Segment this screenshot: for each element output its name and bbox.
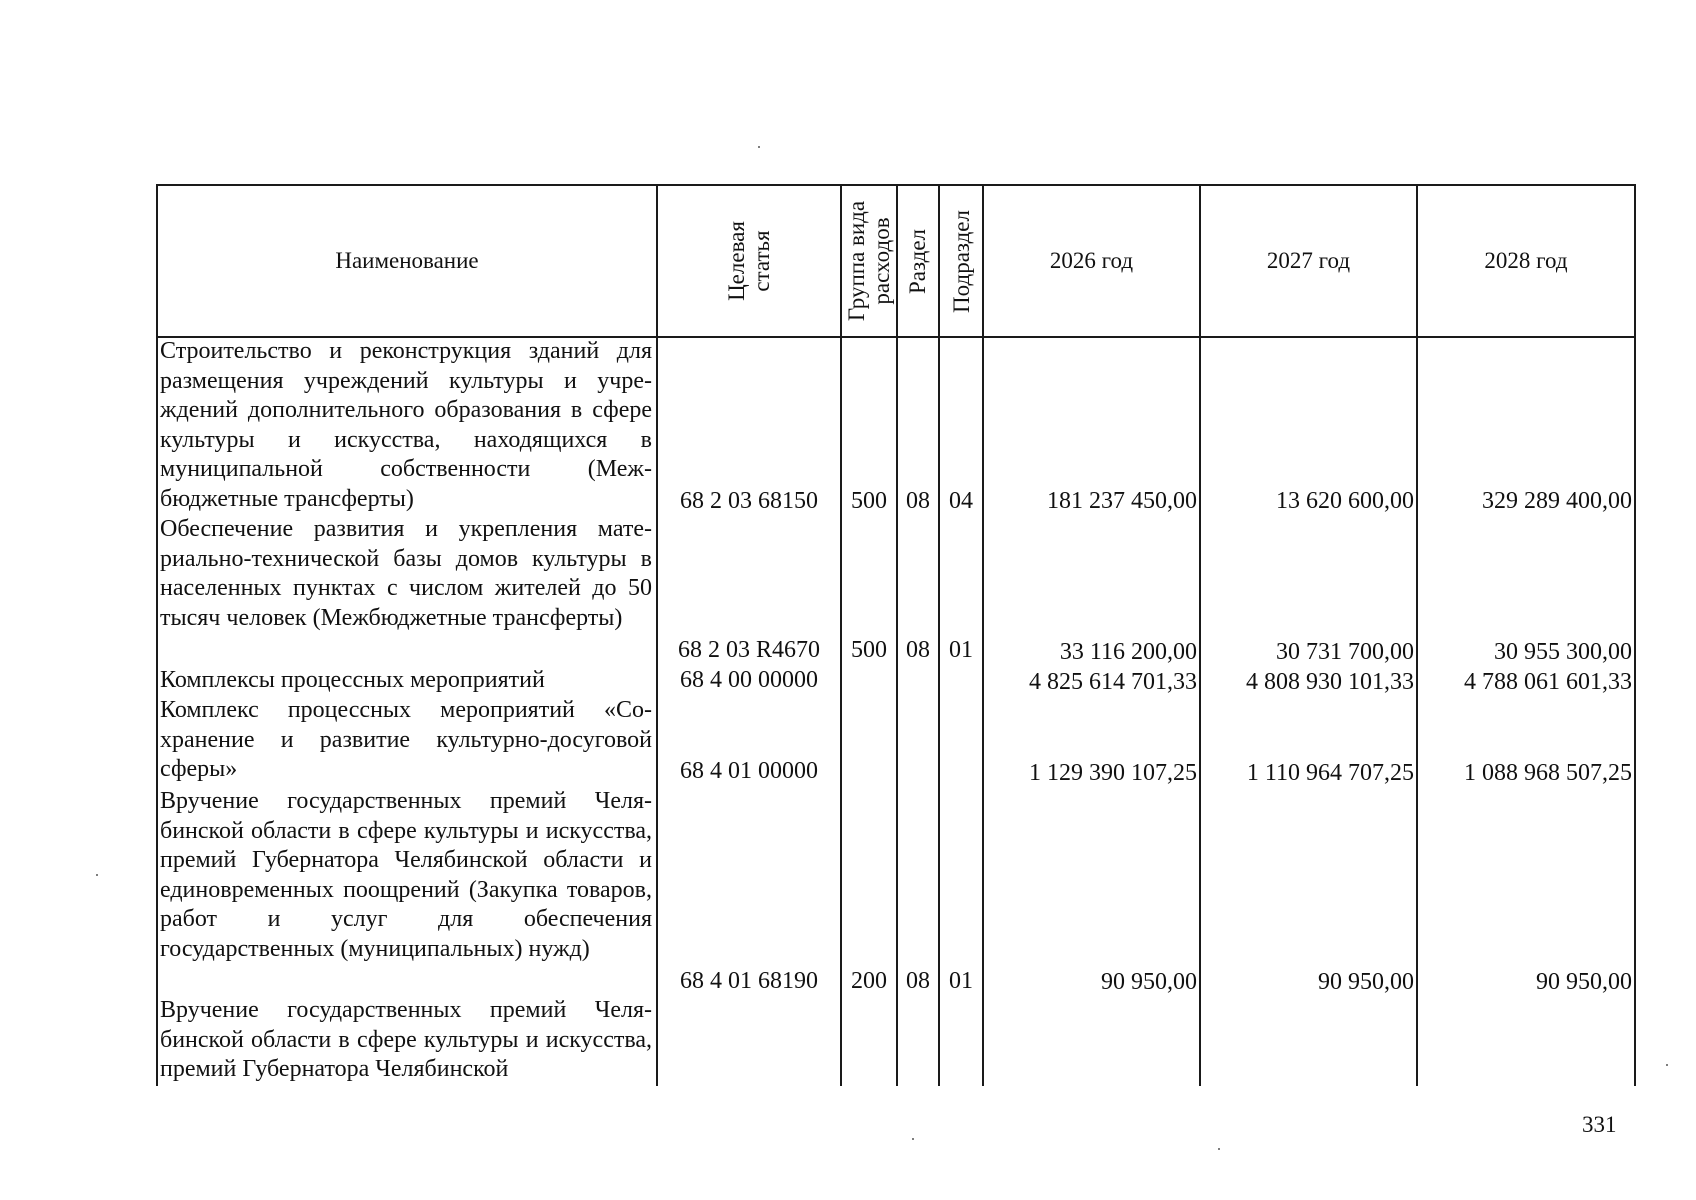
row-5-section: 08 (906, 968, 930, 994)
row-2-section: 08 (906, 637, 930, 663)
row-5-group: 200 (851, 968, 887, 994)
header-year-2028 (1418, 186, 1634, 336)
row-4-code: 68 4 01 00000 (680, 758, 818, 784)
header-section-text: Раздел (905, 228, 931, 294)
row-1-section: 08 (906, 488, 930, 514)
scan-speck (758, 146, 760, 148)
header-expense-group-text: Группа вида расходов (844, 200, 895, 322)
header-expense-group (842, 186, 896, 336)
row-1-code: 68 2 03 68150 (680, 488, 818, 514)
row-5-2026: 90 950,00 (1101, 969, 1197, 995)
row-5-2027: 90 950,00 (1318, 969, 1414, 995)
row-2-2026: 33 116 200,00 (1059, 639, 1197, 665)
page-number: 331 (1582, 1112, 1617, 1137)
row-2-group: 500 (851, 637, 887, 663)
column-divider (1634, 184, 1636, 1086)
header-target-item (658, 186, 840, 336)
row-5-subsection: 01 (949, 968, 973, 994)
row-2-2027: 30 731 700,00 (1276, 639, 1414, 665)
header-name-text: Наименование (335, 248, 479, 273)
row-3-name: Комплексы процессных мероприятий (160, 667, 545, 693)
header-year-2027-text: 2027 год (1266, 248, 1351, 273)
header-subsection-text: Подраздел (948, 209, 974, 313)
row-3-code: 68 4 00 00000 (680, 667, 818, 693)
row-2-code: 68 2 03 R4670 (677, 637, 820, 663)
row-4-2026: 1 129 390 107,25 (1029, 760, 1197, 786)
row-3-2028: 4 788 061 601,33 (1464, 669, 1632, 695)
row-3-2026: 4 825 614 701,33 (1029, 669, 1197, 695)
row-2-2028: 30 955 300,00 (1494, 639, 1632, 665)
row-4-2027: 1 110 964 707,25 (1246, 760, 1414, 786)
header-year-2026 (984, 186, 1199, 336)
row-5-name: Вручение государственных премий Челябинской области в сфере культуры и искусства, премий Губернатора Челябинской области и единовременных поощрений (Закупка товаров, работ и услуг для обеспечения государственных (муниципальных) нужд) (160, 788, 652, 962)
row-1-name: Строительство и реконструкция зданий для размещения учреждений культуры и учреждений дополнительного образования в сфере культуры и искусства, находящихся в муниципальной собственности (Межбюджетные трансферты) (160, 338, 652, 512)
header-year-2026-text: 2026 год (1049, 248, 1134, 273)
row-1-subsection: 04 (949, 488, 973, 514)
header-subsection (940, 186, 982, 336)
row-4-name: Комплекс процессных мероприятий «Сохранение и развитие культурно-досуговой сферы» (160, 697, 652, 783)
scan-speck (96, 874, 98, 876)
row-6-name: Вручение государственных премий Челябинской области в сфере культуры и искусства, премий Губернатора Челябинской (160, 997, 652, 1083)
header-name (158, 186, 656, 336)
row-1-group: 500 (851, 488, 887, 514)
row-2-name: Обеспечение развития и укрепления материально-технической базы домов культуры в населенных пунктах с числом жителей до 50 тысяч человек (Межбюджетные трансферты) (160, 516, 652, 631)
row-2-subsection: 01 (949, 637, 973, 663)
row-1-2028: 329 289 400,00 (1482, 488, 1632, 514)
scan-speck (912, 1138, 914, 1140)
header-target-item-text: Целевая статья (723, 221, 774, 301)
row-3-2027: 4 808 930 101,33 (1246, 669, 1414, 695)
header-year-2027 (1201, 186, 1416, 336)
row-5-code: 68 4 01 68190 (680, 968, 818, 994)
row-4-2028: 1 088 968 507,25 (1464, 760, 1632, 786)
scan-speck (1666, 1064, 1668, 1066)
row-1-2027: 13 620 600,00 (1276, 488, 1414, 514)
row-5-2028: 90 950,00 (1536, 969, 1632, 995)
header-section (898, 186, 938, 336)
header-year-2028-text: 2028 год (1484, 248, 1568, 273)
row-1-2026: 181 237 450,00 (1047, 488, 1197, 514)
scan-speck (1218, 1148, 1220, 1150)
